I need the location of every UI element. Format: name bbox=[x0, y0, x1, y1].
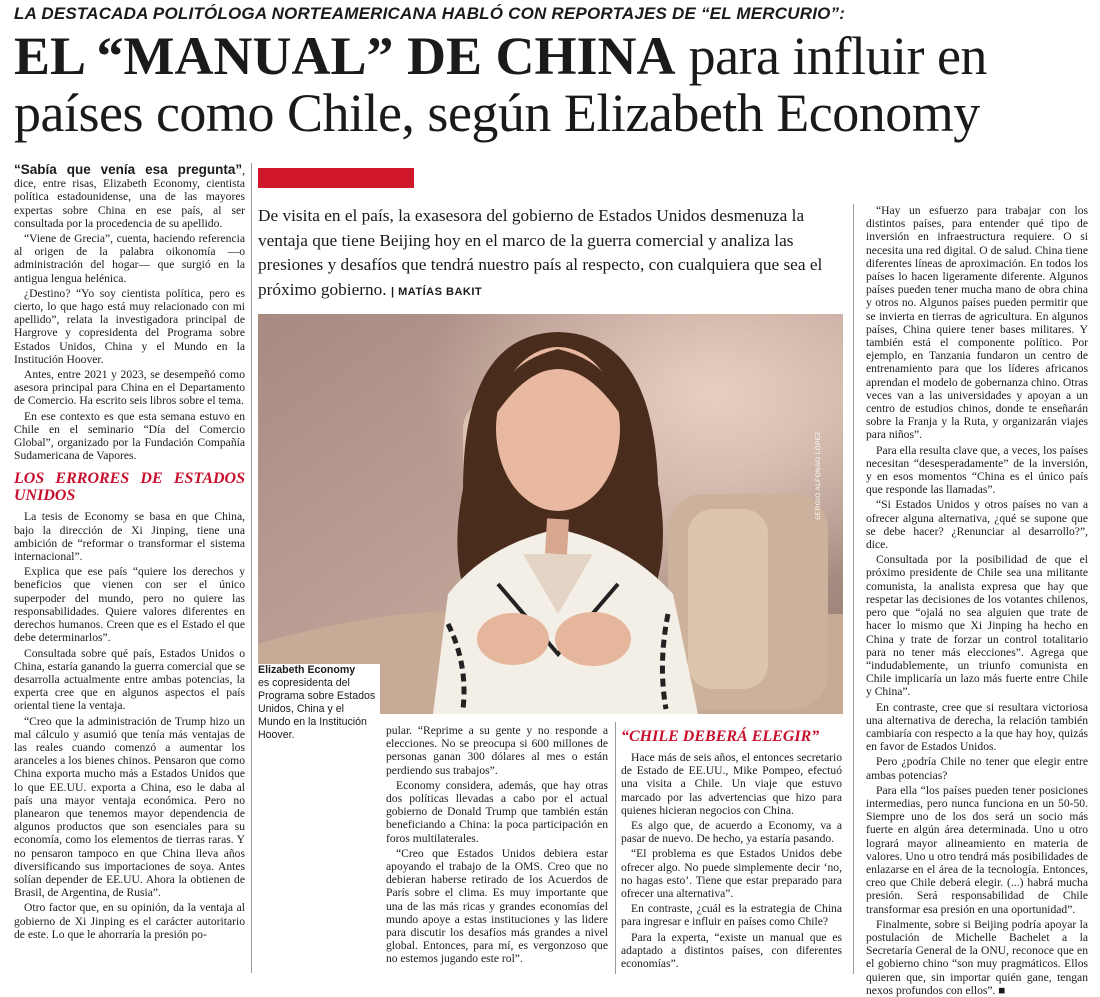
article-kicker: LA DESTACADA POLITÓLOGA NORTEAMERICANA HABLÓ CON REPORTAJES DE “EL MERCURIO”: bbox=[14, 4, 846, 23]
headline-line1-rest: para influir en bbox=[675, 26, 987, 86]
photo-credit: SERGIO ALFONSO LÓPEZ bbox=[815, 431, 822, 520]
column-divider bbox=[615, 722, 616, 974]
caption-name: Elizabeth Economy bbox=[258, 664, 356, 676]
intro-deck bbox=[258, 204, 841, 304]
body-paragraph: Para la experta, “existe un manual que es adaptado a distintos países, con diferentes economías”. bbox=[621, 930, 842, 971]
body-paragraph: “El problema es que Estados Unidos debe ofrecer algo. No puede simplemente decir ‘no, no hagas esto’. Tiene que estar preparado para ofrecer una alternativa”. bbox=[621, 847, 842, 901]
body-paragraph: Es algo que, de acuerdo a Economy, va a pasar de nuevo. De hecho, ya estaría pasando. bbox=[621, 819, 842, 846]
body-paragraph: Consultada por la posibilidad de que el próximo presidente de Chile sea una militante comunista, la analista expresa que hay que respetar las decisiones de los votantes chilenos, pero que “ojalá no sea alguien que trate de hacer lo mismo que Xi Jinping ha hecho en China y trate de forzar un control totalitario para no tener más elecciones”. Agrega que “indudablemente, un triunfo comunista en Chile implicaría un lazo más fuerte entre Chile y China”. bbox=[866, 553, 1088, 699]
body-paragraph: ¿Destino? “Yo soy cientista política, pero es cierto, lo que hago está muy relacionado con mi apellido”, relata la investigadora principal de Hargrove y copresidenta del Programa sobre Estados Unidos, China y el Mundo en la Institución Hoover. bbox=[14, 286, 245, 366]
caption-text: es copresidenta del Programa sobre Estados Unidos, China y el Mundo en la Institución Hoover. bbox=[258, 677, 376, 741]
body-paragraph: Pero ¿podría Chile no tener que elegir entre ambas potencias? bbox=[866, 755, 1088, 782]
photo-illustration bbox=[258, 314, 843, 714]
body-paragraph: Para ella “los países pueden tener posiciones intermedias, pero nunca funciona en un 50-50. Siempre uno de los dos será un socio más fuerte en algún área determinada. Uno u otro logrará mayor alineamiento en materia de valores. Uno u otro tendrá más posibilidades de enlazarse en el área de la tecnología. Entonces, creo que Chile deberá elegir. (...) habrá mucha presión. Será responsabilidad de Chile transformar esa presión en una oportunidad”. bbox=[866, 783, 1088, 916]
portrait-photo bbox=[258, 314, 843, 714]
body-paragraph: Otro factor que, en su opinión, da la ventaja al gobierno de Xi Jinping es el carácter autoritario de este. Lo que le ahorraría la presión po- bbox=[14, 901, 245, 941]
body-paragraph: “Creo que Estados Unidos debiera estar apoyando el trabajo de la OMS. Creo que no debieran haberse retirado de los Acuerdos de París sobre el clima. Es muy importante que una de las más ricas y grandes economías del mundo apoye a estas instituciones y las lidere para discutir los desafíos más grandes a nivel global. Entonces, para mí, es vergonzoso que no estemos jugando este rol”. bbox=[386, 846, 608, 966]
subhead-chile: “CHILE DEBERÁ ELEGIR” bbox=[621, 728, 820, 745]
column-divider bbox=[251, 163, 252, 973]
column-2 bbox=[386, 724, 608, 974]
body-paragraph: Finalmente, sobre si Beijing podría apoyar la postulación de Michelle Bachelet a la Secretaría General de la ONU, reconoce que en el gobierno chino “son muy pragmáticos. Ellos quieren que, sin importar quién gane, tengan nexos profundos con ellos”. ■ bbox=[866, 917, 1088, 997]
intro-text: De visita en el país, la exasesora del gobierno de Estados Unidos desmenuza la ventaja que tiene Beijing hoy en el marco de la guerra comercial y analiza las presiones y desafíos que tendrá nuestro país al respecto, con cualquiera que sea el próximo gobierno. bbox=[258, 206, 823, 299]
column-3 bbox=[621, 722, 842, 974]
body-paragraph: Hace más de seis años, el entonces secretario de Estado de EE.UU., Mike Pompeo, efectuó una visita a Chile. Un viaje que estuvo marcado por las advertencias que hizo para quienes hicieran negocios con China. bbox=[621, 751, 842, 817]
photo-caption bbox=[258, 664, 380, 746]
lead-paragraph bbox=[14, 163, 245, 230]
body-paragraph: Consultada sobre qué país, Estados Unidos o China, estaría ganando la guerra comercial que se desarrolla actualmente entre ambas potencias, la experta cree que en algunos aspectos el país oriental tiene la ventaja. bbox=[14, 646, 245, 713]
body-paragraph: “Hay un esfuerzo para trabajar con los distintos países, para entender qué tipo de inversión en infraestructura requiere. O si necesita una red digital. O de salud. China tiene diferentes líneas de aproximación. En todos los países lo hacen ligeramente diferente. Algunos países pueden tener mucha mano de obra china y otros no. Algunos países pueden permitir que se invierta en tierras de agricultura. En algunos países, China quiere tener bases militares. Y también está el componente político. Por ejemplo, en Tanzania fundaron un centro de entrenamiento para que los líderes africanos aprendan el modelo de gobernanza chino. Otras veces van a las universidades y apoyan a un centro de estudios chinos, donde te enseñarán sobre la Franja y la Ruta, y organizarán viajes para niños”. bbox=[866, 204, 1088, 442]
body-paragraph: La tesis de Economy se basa en que China, bajo la dirección de Xi Jinping, tiene una ambición de “reformar o transformar el sistema internacional”. bbox=[14, 510, 245, 564]
red-accent-bar bbox=[258, 168, 414, 188]
body-paragraph: “Viene de Grecia”, cuenta, haciendo referencia al origen de la palabra oikonomía —o administración del hogar— que surgió en la antigua lengua helénica. bbox=[14, 232, 245, 285]
subhead-errores: LOS ERRORES DE ESTADOS UNIDOS bbox=[14, 470, 245, 505]
body-paragraph: “Creo que la administración de Trump hizo un mal cálculo y asumió que tenía más ventajas de las reales cuando comenzó a aumentar los aranceles a los bienes chinos. Pensaron que como China exporta mucho más a Estados Unidos que lo que EE.UU. exporta a China, eso le daba al país una mayor ventaja económica. Pero no planearon que tenemos mayor dependencia de algunos productos que son esenciales para su economía, como los elementos de tierras raras. Y no pensaron tampoco en que China lleva años diversificando sus importaciones de soya. Antes solían depender de EE.UU. Ahora la obtienen de Brasil, de Argentina, de Rusia”. bbox=[14, 714, 245, 900]
lead-quote: “Sabía que venía esa pregunta” bbox=[14, 162, 243, 177]
body-paragraph: En ese contexto es que esta semana estuvo en Chile en el seminario “Día del Comercio Global”, organizado por la Fundación Compañía Sudamericana de Vapores. bbox=[14, 409, 245, 463]
body-paragraph: pular. “Reprime a su gente y no responde a elecciones. No se preocupa si 600 millones de personas ganan 300 dólares al mes o están perdiendo sus trabajos”. bbox=[386, 724, 608, 777]
column-divider bbox=[853, 204, 854, 974]
headline-bold: EL “MANUAL” DE CHINA bbox=[14, 26, 676, 86]
lead-rest: , dice, entre risas, Elizabeth Economy, cientista política estadounidense, una de las mayores expertas sobre China en ese país, al ser consultada por la procedencia de su apellido. bbox=[14, 164, 245, 230]
body-paragraph: Explica que ese país “quiere los derechos y beneficios que vienen con ser el único superpoder del mundo, pero no quiere las responsabilidades. Quiere valores diferentes en derechos humanos. Creen que es el Estado el que debe determinarlos”. bbox=[14, 565, 245, 645]
column-4 bbox=[866, 204, 1088, 997]
article-headline bbox=[14, 28, 1094, 142]
body-paragraph: Para ella resulta clave que, a veces, los países necesitan “desesperadamente” de la inversión, y en esos momentos “China es el único país que responde las llamadas”. bbox=[866, 443, 1088, 497]
byline: | MATÍAS BAKIT bbox=[390, 285, 483, 298]
column-1 bbox=[14, 163, 245, 975]
body-paragraph: En contraste, ¿cuál es la estrategia de China para ingresar e influir en países como Chile? bbox=[621, 902, 842, 929]
body-paragraph: Antes, entre 2021 y 2023, se desempeñó como asesora principal para China en el Departamento de Comercio. Ha escrito seis libros sobre el tema. bbox=[14, 368, 245, 408]
body-paragraph: Economy considera, además, que hay otras dos políticas llevadas a cabo por el actual gobierno de Donald Trump que también están beneficiando a China: la poca participación en foros multilaterales. bbox=[386, 778, 608, 845]
body-paragraph: En contraste, cree que si resultara victoriosa una alternativa de derecha, la relación también cambiaría con respecto a la que hay hoy, quizás en favor de Estados Unidos. bbox=[866, 700, 1088, 754]
body-paragraph: “Si Estados Unidos y otros países no van a ofrecer alguna alternativa, ¿qué se supone que se debe hacer? ¿Renunciar al desarrollo?”, dice. bbox=[866, 498, 1088, 552]
headline-line2: países como Chile, según Elizabeth Economy bbox=[14, 83, 980, 143]
